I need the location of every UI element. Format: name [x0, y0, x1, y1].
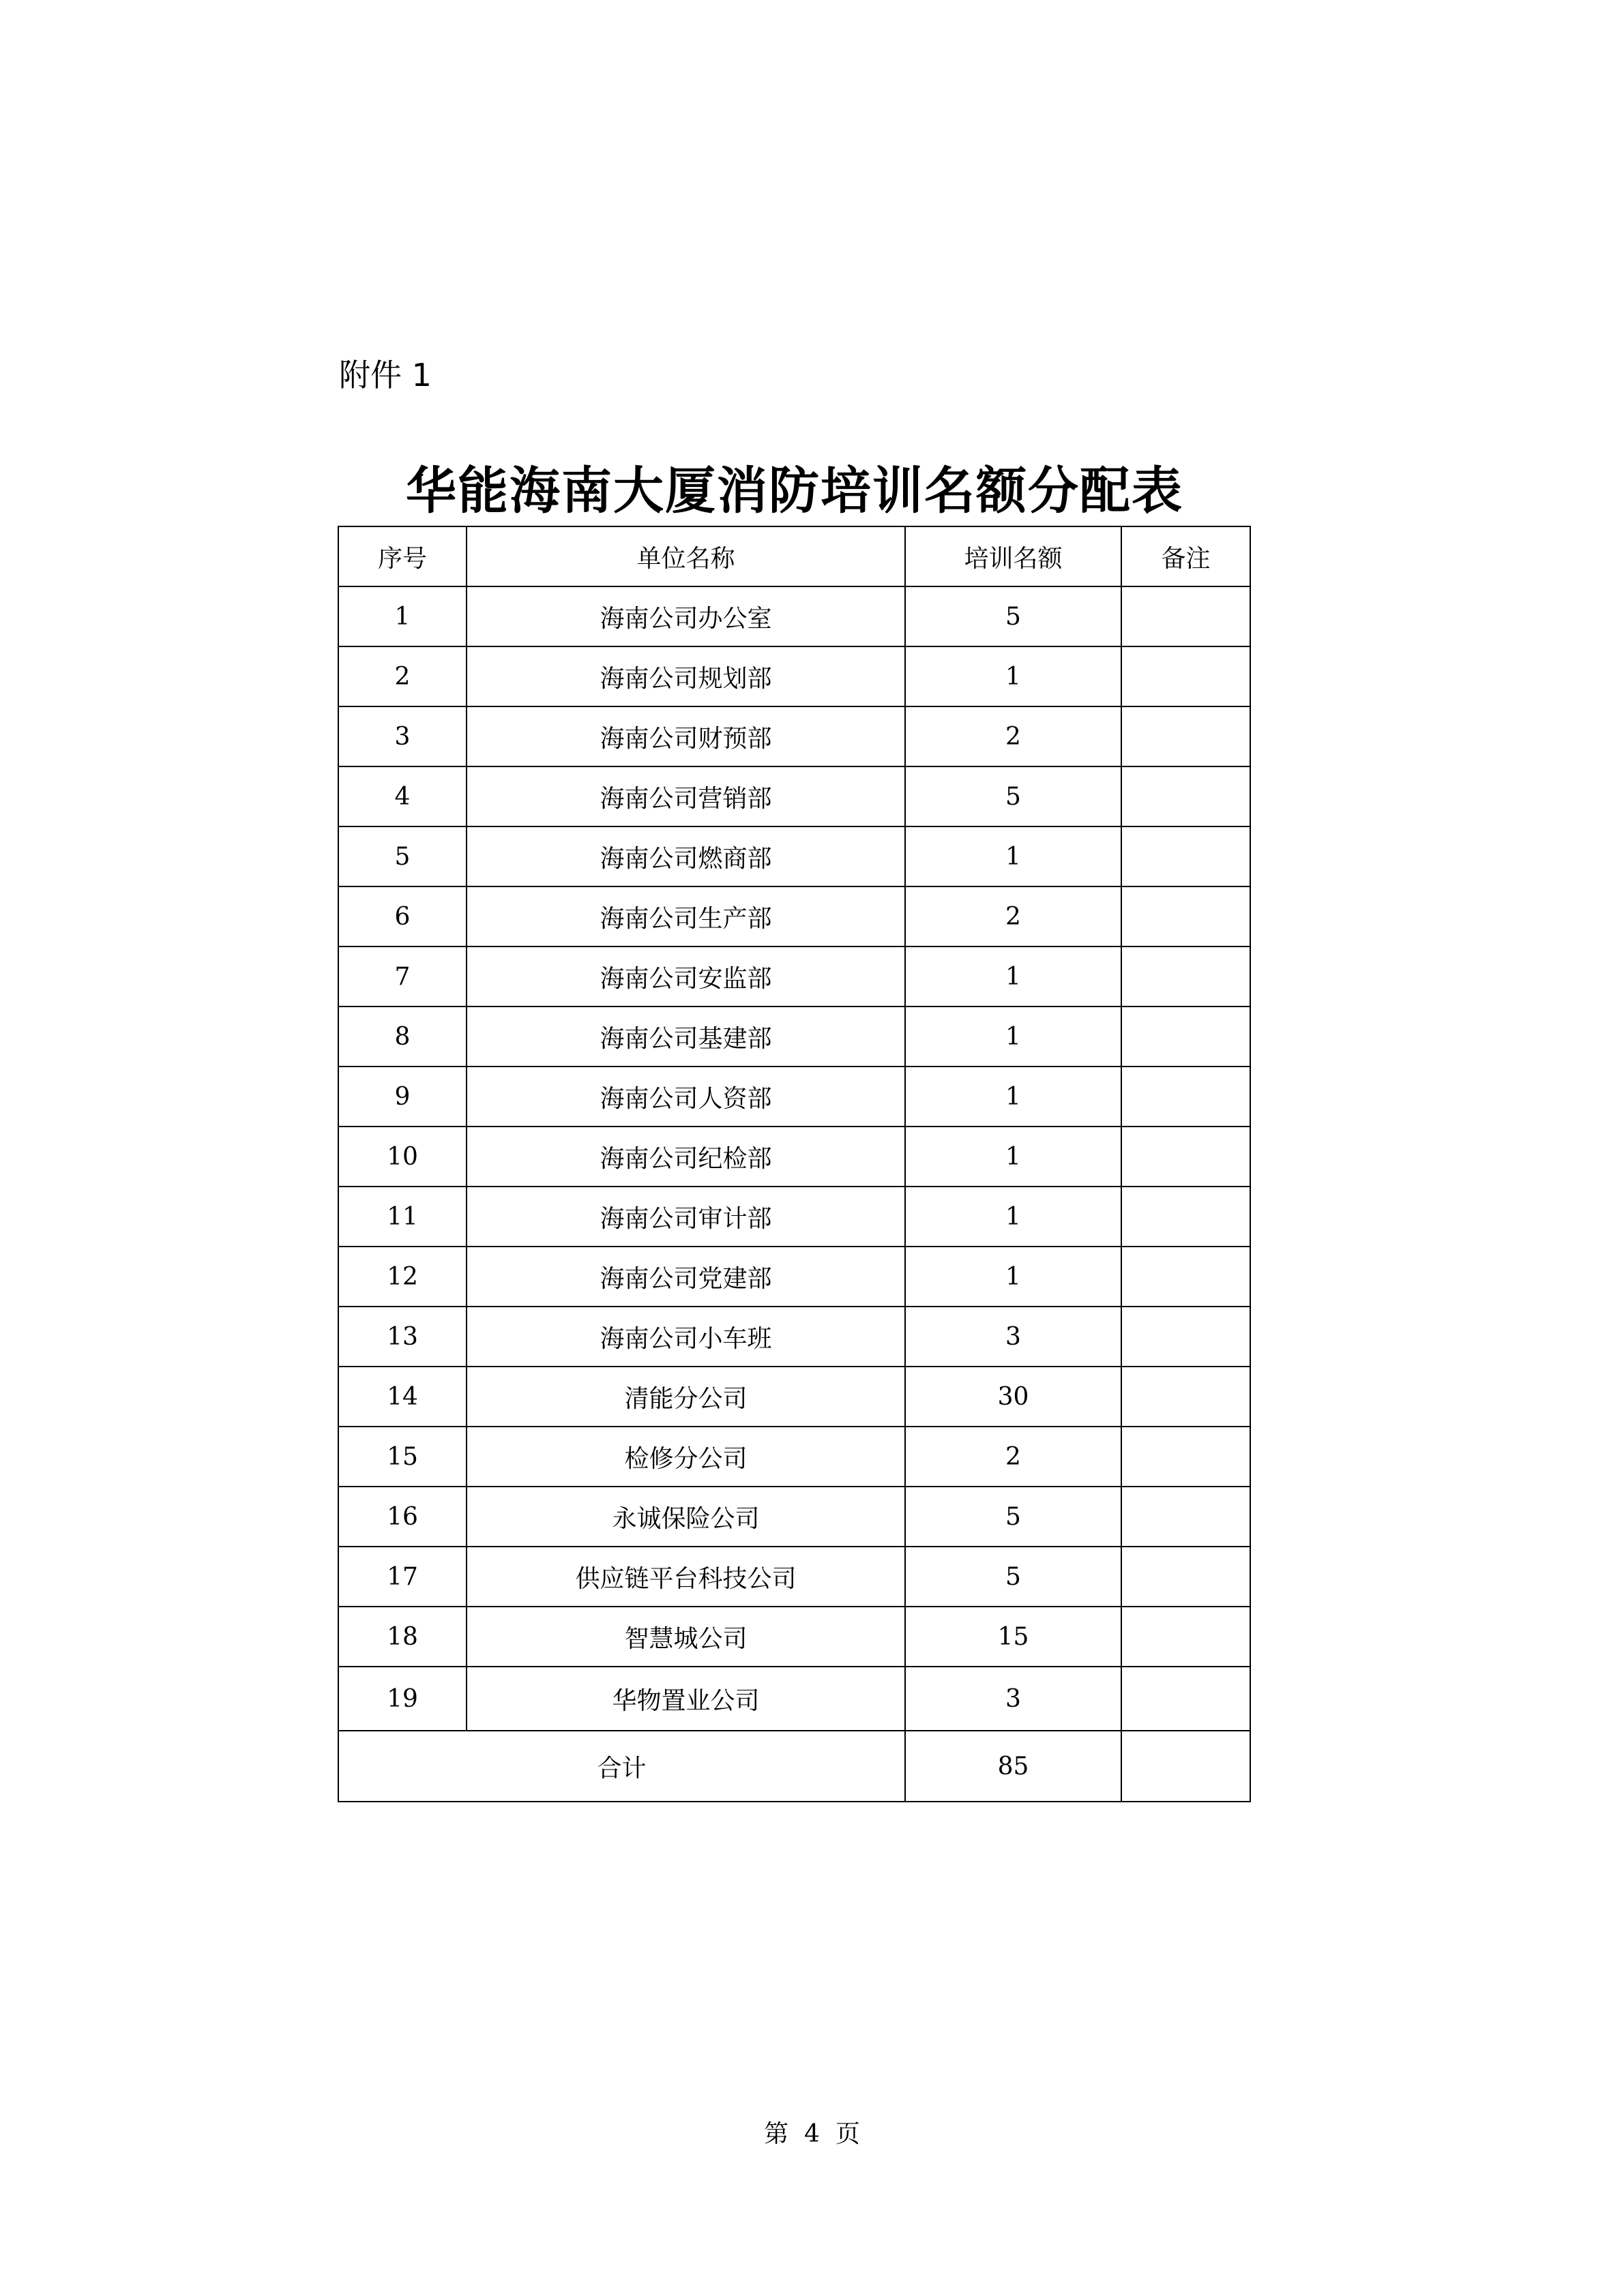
cell-remark: [1121, 946, 1250, 1007]
cell-quota: 1: [905, 826, 1121, 886]
total-row: [338, 1731, 1250, 1802]
cell-remark: [1121, 1307, 1250, 1367]
cell-unit: 海南公司人资部: [467, 1067, 905, 1127]
cell-seq: 9: [338, 1067, 467, 1127]
cell-quota: 5: [905, 766, 1121, 826]
cell-remark: [1121, 1547, 1250, 1607]
cell-seq: 11: [338, 1187, 467, 1247]
cell-seq: 18: [338, 1607, 467, 1667]
cell-remark: [1121, 586, 1250, 646]
cell-quota: 5: [905, 1547, 1121, 1607]
cell-seq: 16: [338, 1487, 467, 1547]
cell-remark: [1121, 1007, 1250, 1067]
cell-unit: 检修分公司: [467, 1427, 905, 1487]
cell-unit: 海南公司纪检部: [467, 1127, 905, 1187]
table-row: [338, 1367, 1250, 1427]
cell-quota: 5: [905, 586, 1121, 646]
cell-seq: 14: [338, 1367, 467, 1427]
cell-unit: 永诚保险公司: [467, 1487, 905, 1547]
cell-remark: [1121, 1667, 1250, 1731]
cell-quota: 5: [905, 1487, 1121, 1547]
cell-unit: 海南公司燃商部: [467, 826, 905, 886]
cell-seq: 2: [338, 646, 467, 706]
table-row: [338, 1127, 1250, 1187]
page-number: 第 4 页: [764, 2120, 860, 2148]
cell-quota: 1: [905, 1127, 1121, 1187]
table-row: [338, 1427, 1250, 1487]
cell-seq: 1: [338, 586, 467, 646]
cell-quota: 2: [905, 706, 1121, 766]
cell-quota: 1: [905, 1007, 1121, 1067]
cell-remark: [1121, 706, 1250, 766]
cell-unit: 供应链平台科技公司: [467, 1547, 905, 1607]
total-remark: [1121, 1731, 1250, 1802]
cell-seq: 6: [338, 886, 467, 946]
table-row: [338, 646, 1250, 706]
table-row: [338, 1487, 1250, 1547]
cell-unit: 海南公司党建部: [467, 1247, 905, 1307]
cell-seq: 17: [338, 1547, 467, 1607]
table-row: [338, 946, 1250, 1007]
table-row: [338, 1187, 1250, 1247]
cell-quota: 3: [905, 1307, 1121, 1367]
cell-seq: 4: [338, 766, 467, 826]
cell-quota: 15: [905, 1607, 1121, 1667]
table-row: [338, 706, 1250, 766]
header-unit: 单位名称: [467, 526, 905, 586]
cell-quota: 2: [905, 1427, 1121, 1487]
cell-unit: 海南公司规划部: [467, 646, 905, 706]
cell-remark: [1121, 1067, 1250, 1127]
cell-seq: 10: [338, 1127, 467, 1187]
cell-seq: 13: [338, 1307, 467, 1367]
total-label: 合计: [338, 1731, 905, 1802]
cell-quota: 30: [905, 1367, 1121, 1427]
cell-remark: [1121, 766, 1250, 826]
table-row: [338, 1247, 1250, 1307]
cell-unit: 海南公司审计部: [467, 1187, 905, 1247]
cell-quota: 1: [905, 1067, 1121, 1127]
table-row: [338, 1307, 1250, 1367]
header-remark: 备注: [1121, 526, 1250, 586]
table-row: [338, 1607, 1250, 1667]
cell-unit: 智慧城公司: [467, 1607, 905, 1667]
cell-quota: 2: [905, 886, 1121, 946]
cell-unit: 海南公司基建部: [467, 1007, 905, 1067]
table-row: [338, 1667, 1250, 1731]
cell-remark: [1121, 1187, 1250, 1247]
cell-remark: [1121, 646, 1250, 706]
cell-unit: 海南公司小车班: [467, 1307, 905, 1367]
cell-quota: 1: [905, 646, 1121, 706]
cell-seq: 15: [338, 1427, 467, 1487]
cell-quota: 1: [905, 1187, 1121, 1247]
quota-allocation-table: [338, 526, 1251, 1802]
attachment-label: 附件 1: [339, 357, 432, 393]
header-quota: 培训名额: [905, 526, 1121, 586]
cell-seq: 5: [338, 826, 467, 886]
table-row: [338, 886, 1250, 946]
cell-seq: 19: [338, 1667, 467, 1731]
cell-remark: [1121, 1427, 1250, 1487]
cell-seq: 8: [338, 1007, 467, 1067]
cell-unit: 海南公司生产部: [467, 886, 905, 946]
cell-remark: [1121, 1127, 1250, 1187]
cell-remark: [1121, 826, 1250, 886]
cell-remark: [1121, 1247, 1250, 1307]
cell-unit: 海南公司办公室: [467, 586, 905, 646]
cell-unit: 海南公司营销部: [467, 766, 905, 826]
cell-quota: 1: [905, 1247, 1121, 1307]
cell-quota: 1: [905, 946, 1121, 1007]
cell-seq: 3: [338, 706, 467, 766]
total-quota: 85: [905, 1731, 1121, 1802]
cell-quota: 3: [905, 1667, 1121, 1731]
table-row: [338, 766, 1250, 826]
table-row: [338, 1067, 1250, 1127]
table-row: [338, 826, 1250, 886]
cell-remark: [1121, 1487, 1250, 1547]
cell-unit: 海南公司安监部: [467, 946, 905, 1007]
cell-unit: 清能分公司: [467, 1367, 905, 1427]
cell-remark: [1121, 1607, 1250, 1667]
cell-remark: [1121, 886, 1250, 946]
page-title: 华能海南大厦消防培训名额分配表: [406, 462, 1183, 520]
cell-remark: [1121, 1367, 1250, 1427]
header-seq: 序号: [338, 526, 467, 586]
cell-seq: 12: [338, 1247, 467, 1307]
table-row: [338, 1007, 1250, 1067]
cell-seq: 7: [338, 946, 467, 1007]
cell-unit: 华物置业公司: [467, 1667, 905, 1731]
table-header-row: [338, 526, 1250, 586]
table-row: [338, 586, 1250, 646]
table-row: [338, 1547, 1250, 1607]
cell-unit: 海南公司财预部: [467, 706, 905, 766]
